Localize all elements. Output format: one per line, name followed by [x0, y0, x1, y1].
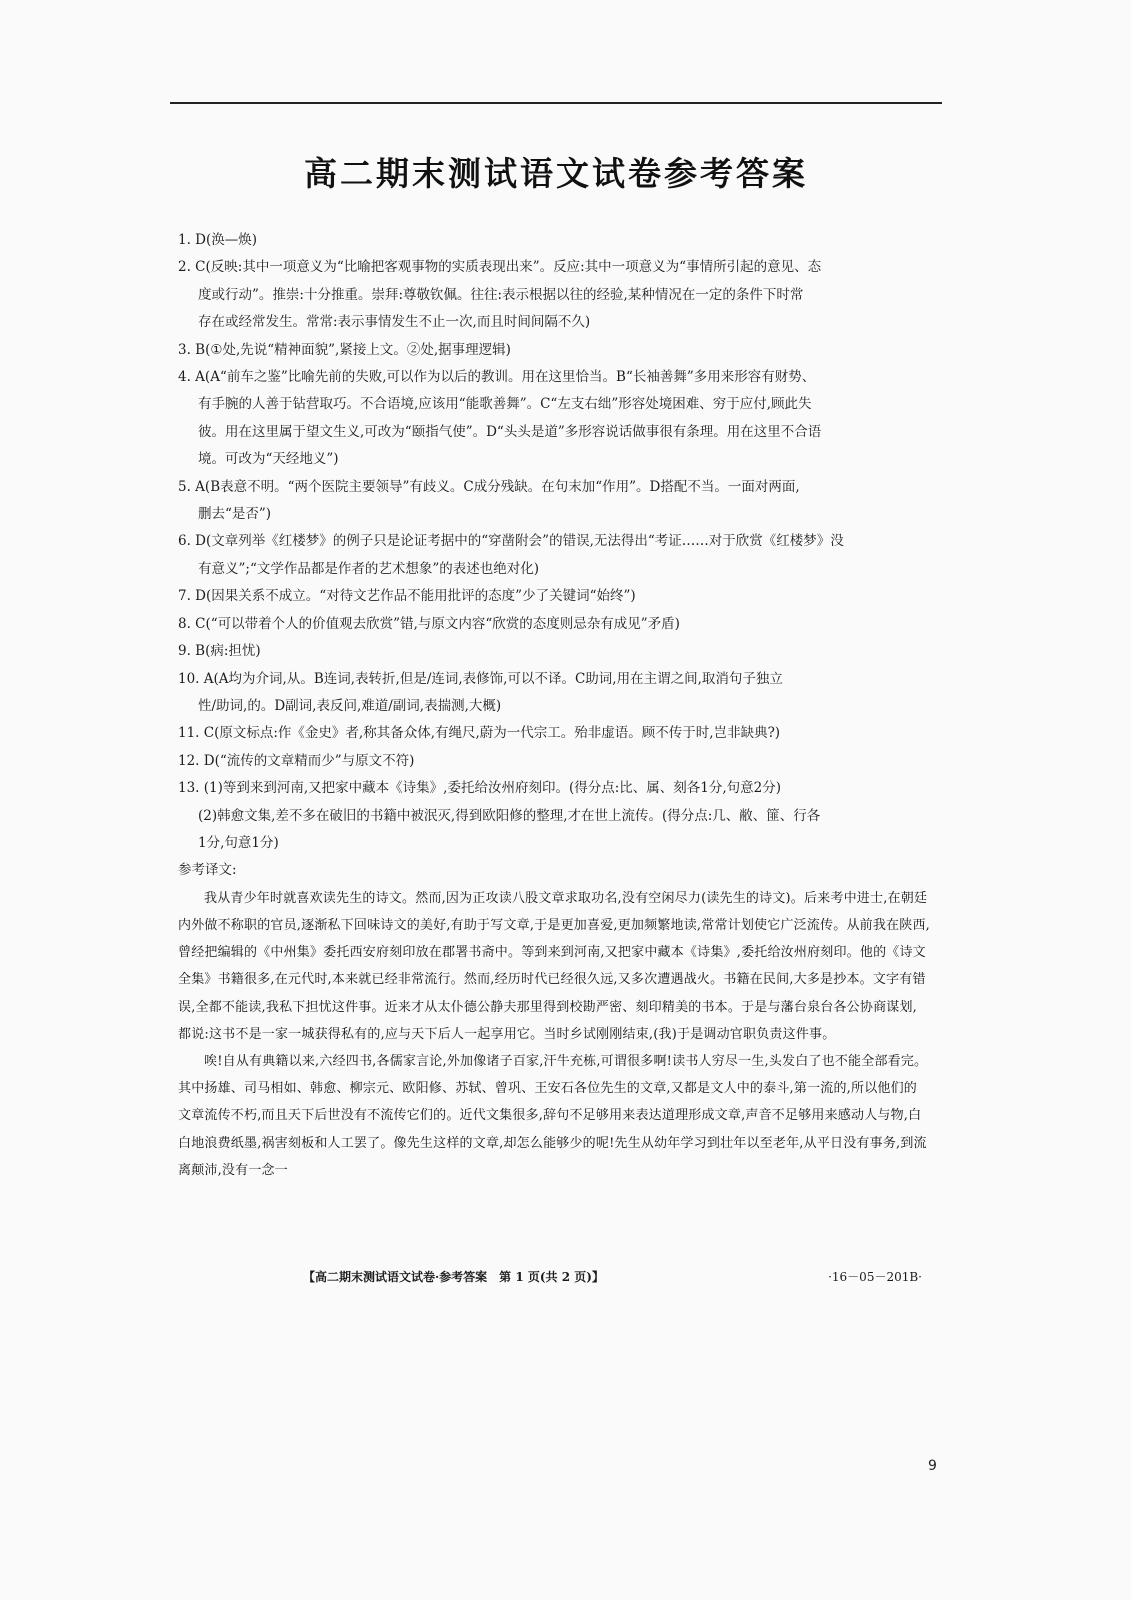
- answer-line: 1分,句意1分): [198, 834, 279, 851]
- answer-line: 性/助词,的。D副词,表反问,难道/副词,表揣测,大概): [198, 697, 502, 714]
- answer-item: [178, 364, 930, 474]
- answer-line: (2)韩愈文集,差不多在破旧的书籍中被泯灭,得到欧阳修的整理,才在世上流传。(得分点:几、敝、篚、行各: [198, 807, 821, 824]
- answer-line: 有意义”;“文学作品都是作者的艺术想象”的表述也绝对化): [198, 560, 540, 577]
- answer-item: [178, 337, 930, 364]
- answer-line: 2. C(反映:其中一项意义为“比喻把客观事物的实质表现出来”。反应:其中一项意义为“事情所引起的意见、态: [178, 259, 822, 276]
- answer-item: [178, 583, 930, 610]
- answer-line: 度或行动”。推崇:十分推重。崇拜:尊敬钦佩。往往:表示根据以往的经验,某种情况在一定的条件下时常: [198, 286, 804, 303]
- answer-list: [178, 227, 930, 857]
- reference-translation: [178, 885, 930, 1184]
- answer-line: 12. D(“流传的文章精而少”与原文不符): [178, 752, 415, 769]
- top-rule: [170, 102, 942, 104]
- answer-item: [178, 666, 930, 721]
- answer-line: 彼。用在这里属于望文生义,可改为“颐指气使”。D“头头是道”多形容说话做事很有条理。用在这里不合语: [198, 423, 822, 440]
- answer-item: [178, 638, 930, 665]
- answer-item: [178, 227, 930, 254]
- answer-line: 6. D(文章列举《红楼梦》的例子只是论证考据中的“穿凿附会”的错误,无法得出“考证……对于欣赏《红楼梦》没: [178, 533, 844, 550]
- answer-item: [178, 474, 930, 529]
- answer-line: 有手腕的人善于钻营取巧。不合语境,应该用“能歌善舞”。C“左支右绌”形容处境困难、穷于应付,顾此失: [198, 396, 812, 413]
- footer-title: 【高二期末测试语文试卷·参考答案 第 1 页(共 2 页)】: [303, 1270, 604, 1284]
- answer-line: 11. C(原文标点:作《金史》者,称其备众体,有绳尺,蔚为一代宗工。殆非虚语。顾不传于时,岂非缺典?): [178, 725, 781, 742]
- answer-item: [178, 748, 930, 775]
- answer-line: 7. D(因果关系不成立。“对待文艺作品不能用批评的态度”少了关键词“始终”): [178, 588, 636, 605]
- translation-paragraph: 我从青少年时就喜欢读先生的诗文。然而,因为正攻读八股文章求取功名,没有空闲尽力(读先生的诗文)。后来考中进士,在朝廷内外做不称职的官员,逐渐私下回味诗文的美好,有助于写文章,于是更加喜爱,更加频繁地读,常常计划使它广泛流传。从前我在陕西,曾经把编辑的《中州集》委托西安府刻印放在郡署书斋中。等到来到河南,又把家中藏本《诗集》,委托给汝州府刻印。他的《诗文全集》书籍很多,在元代时,本来就已经非常流行。然而,经历时代已经很久远,又多次遭遇战火。书籍在民间,大多是抄本。文字有错误,全都不能读,我私下担忧这件事。近来才从太仆德公静夫那里得到校勘严密、刻印精美的书本。于是与藩台泉台各公协商谋划,都说:这书不是一家一城获得私有的,应与天下后人一起享用它。当时乡试刚刚结束,(我)于是调动官职负责这件事。: [178, 890, 930, 1042]
- answer-content: [178, 227, 930, 1184]
- answer-item: [178, 528, 930, 583]
- answer-item: [178, 611, 930, 638]
- answer-item: [178, 254, 930, 336]
- answer-item: [178, 720, 930, 747]
- answer-line: 1. D(涣—焕): [178, 232, 258, 248]
- answer-item: [178, 775, 930, 857]
- answer-line: 3. B(①处,先说“精神面貌”,紧接上文。②处,据事理逻辑): [178, 341, 511, 358]
- translation-paragraph: 唉!自从有典籍以来,六经四书,各儒家言论,外加像诸子百家,汗牛充栋,可谓很多啊!读书人穷尽一生,头发白了也不能全部看完。其中扬雄、司马相如、韩愈、柳宗元、欧阳修、苏轼、曾巩、王安石各位先生的文章,又都是文人中的泰斗,第一流的,所以他们的文章流传不朽,而且天下后世没有不流传它们的。近代文集很多,辞句不足够用来表达道理形成文章,声音不足够用来感动人与物,白白地浪费纸墨,祸害刻板和人工罢了。像先生这样的文章,却怎么能够少的呢!先生从幼年学习到壮年以至老年,从平日没有事务,到流离颠沛,没有一念一: [178, 1053, 928, 1178]
- answer-line: 13. (1)等到来到河南,又把家中藏本《诗集》,委托给汝州府刻印。(得分点:比、属、刻各1分,句意2分): [178, 780, 782, 797]
- answer-line: 境。可改为“天经地义”): [198, 451, 339, 468]
- answer-line: 8. C(“可以带着个人的价值观去欣赏”错,与原文内容“欣赏的态度则忌杂有成见”矛盾): [178, 615, 680, 632]
- page-footer: [178, 1268, 930, 1292]
- document-title: 高二期末测试语文试卷参考答案: [304, 154, 808, 193]
- answer-line: 5. A(B表意不明。“两个医院主要领导”有歧义。C成分残缺。在句末加“作用”。D搭配不当。一面对两面,: [178, 478, 800, 495]
- footer-code: ·16－05－201B·: [828, 1270, 922, 1284]
- answer-line: 9. B(病:担忧): [178, 643, 261, 660]
- answer-line: 10. A(A均为介词,从。B连词,表转折,但是/连词,表修饰,可以不译。C助词,用在主谓之间,取消句子独立: [178, 670, 783, 687]
- answer-line: 存在或经常发生。常常:表示事情发生不止一次,而且时间间隔不久): [198, 314, 591, 331]
- answer-line: 4. A(A“前车之鉴”比喻先前的失败,可以作为以后的教训。用在这里恰当。B“长袖善舞”多用来形容有财势、: [178, 369, 816, 386]
- answer-line: 删去“是否”): [198, 506, 272, 523]
- reference-translation-heading: 参考译文:: [178, 862, 237, 879]
- page-number: 9: [928, 1458, 937, 1474]
